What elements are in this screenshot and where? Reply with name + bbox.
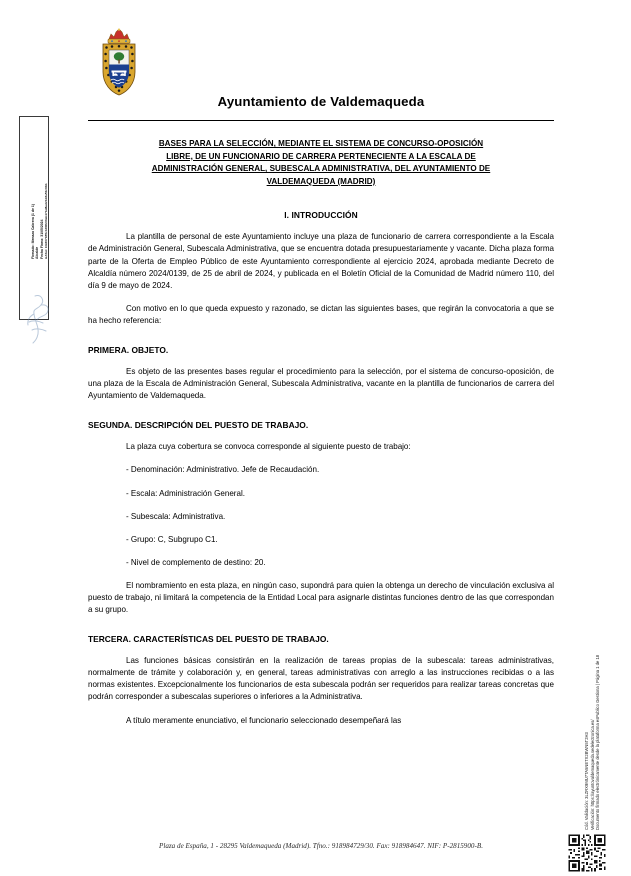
document-body (88, 138, 554, 727)
page-title: Ayuntamiento de Valdemaqueda (217, 94, 425, 109)
document-title-line-2: LIBRE, DE UN FUNCIONARIO DE CARRERA PERTENECIENTE A LA ESCALA DE (166, 151, 476, 161)
section-heading-introduccion: I. INTRODUCCIÓN (284, 210, 358, 221)
signature-hash: HASH: 1fd307b55cb00fb00ab47bd8ed2b18a50c96b (43, 183, 48, 259)
paragraph-intro-2: Con motivo en lo que queda expuesto y razonado, se dictan las siguientes bases, que regirán la convocatoria a que se ha hecho referencia: (88, 303, 554, 325)
list-item: - Nivel de complemento de destino: 20. (126, 557, 266, 567)
paragraph-segunda-1: La plaza cuya cobertura se convoca corresponde al siguiente puesto de trabajo: (126, 442, 411, 452)
page-header (88, 26, 554, 126)
list-item: - Escala: Administración General. (126, 488, 245, 498)
validation-statement: Documento firmado electrónicamente desde la plataforma esPublico Gestiona | Página 1 de 18 (595, 654, 601, 830)
document-title-line-4: VALDEMAQUEDA (MADRID) (266, 176, 376, 186)
signature-role: Alcalde (35, 246, 40, 259)
section-heading-tercera: TERCERA. CARACTERÍSTICAS DEL PUESTO DE TRABAJO. (88, 634, 329, 645)
document-title (88, 138, 554, 188)
document-title-line-1: BASES PARA LA SELECCIÓN, MEDIANTE EL SISTEMA DE CONCURSO-OPOSICIÓN (158, 139, 484, 148)
valdemaqueda-coat-of-arms-icon (96, 28, 142, 96)
paragraph-segunda-2: El nombramiento en esta plaza, en ningún caso, supondrá para quien la obtenga un derecho de vinculación exclusiva al puesto de trabajo, ni limitará la competencia de la Entidad Local para asignarle distintas funciones dentro de las que correspondan a su grupo. (88, 580, 554, 615)
validation-url: Verificación: https://ayuntovaldemaqueda.sedelectronica.es/ (589, 719, 595, 830)
paragraph-tercera-1: Las funciones básicas consistirán en la realización de tareas propias de la subescala: tareas administrativas, normalmente de trámite y colaboración y, en general, tareas administrativas con arreglo a las instrucciones recibidas o a las normas existentes. Excepcionalmente los funcionarios de esta subescala podrán ser requeridos para realizar tareas concretas que podrán corresponder a subescalas superiores o inferiores a la Administrativa. (88, 656, 554, 702)
paragraph-primera-1: Es objeto de las presentes bases regular el procedimiento para la selección, por el sistema de concurso-oposición, de una plaza de la Escala de Administración General, Subescala Administrativa, vacante en la plantilla de funcionarios de carrera del Ayuntamiento de Valdemaqueda. (88, 367, 554, 401)
section-heading-segunda: SEGUNDA. DESCRIPCIÓN DEL PUESTO DE TRABAJO. (88, 420, 309, 431)
list-item: - Denominación: Administrativo. Jefe de Recaudación. (126, 465, 320, 475)
validation-block (583, 548, 609, 830)
list-item: - Grupo: C, Subgrupo C1. (126, 534, 218, 544)
header-divider (88, 120, 554, 121)
page-footer: Plaza de España, 1 - 28295 Valdemaqueda (Madrid). Tfno.: 918984729/30. Fax: 918984647. NIF: P-2815900-B. (159, 842, 483, 850)
signature-stamp-rotated-text (20, 117, 49, 320)
qr-code-icon (567, 833, 607, 873)
paragraph-tercera-2: A título meramente enunciativo, el funcionario seleccionado desempeñará las (126, 715, 402, 725)
paragraph-intro-1: La plantilla de personal de este Ayuntamiento incluye una plaza de funcionario de carrera correspondiente a la Escala de Administración General, Subescala Administrativa, que se encuentra dotada presupuestariamente y vacante. Dicha plaza forma parte de la Oferta de Empleo Público de este Ayuntamiento correspondiente al ejercicio 2024, aprobada mediante Decreto de Alcaldía número 2024/0139, de 25 de abril de 2024, y publicada en el Boletín Oficial de la Comunidad de Madrid número 110, del día 9 de mayo de 2024. (88, 232, 554, 290)
signature-date: Fecha Firma: 31/05/2024 (39, 219, 44, 259)
signature-signer: Firmado: Menaza Cabrera (1 de 1) (31, 204, 36, 259)
validation-code: Cód. Validación: 3LZRX9MU7TA5NETX2BWN5T2H3 (584, 732, 589, 830)
validation-rotated-text (583, 548, 609, 830)
signature-stamp-block (19, 116, 49, 320)
document-title-line-3: ADMINISTRACIÓN GENERAL, SUBESCALA ADMINISTRATIVA, DEL AYUNTAMIENTO DE (151, 164, 491, 174)
list-item: - Subescala: Administrativa. (126, 511, 226, 521)
section-heading-primera: PRIMERA. OBJETO. (88, 345, 169, 356)
handwritten-signature-icon (19, 292, 61, 344)
